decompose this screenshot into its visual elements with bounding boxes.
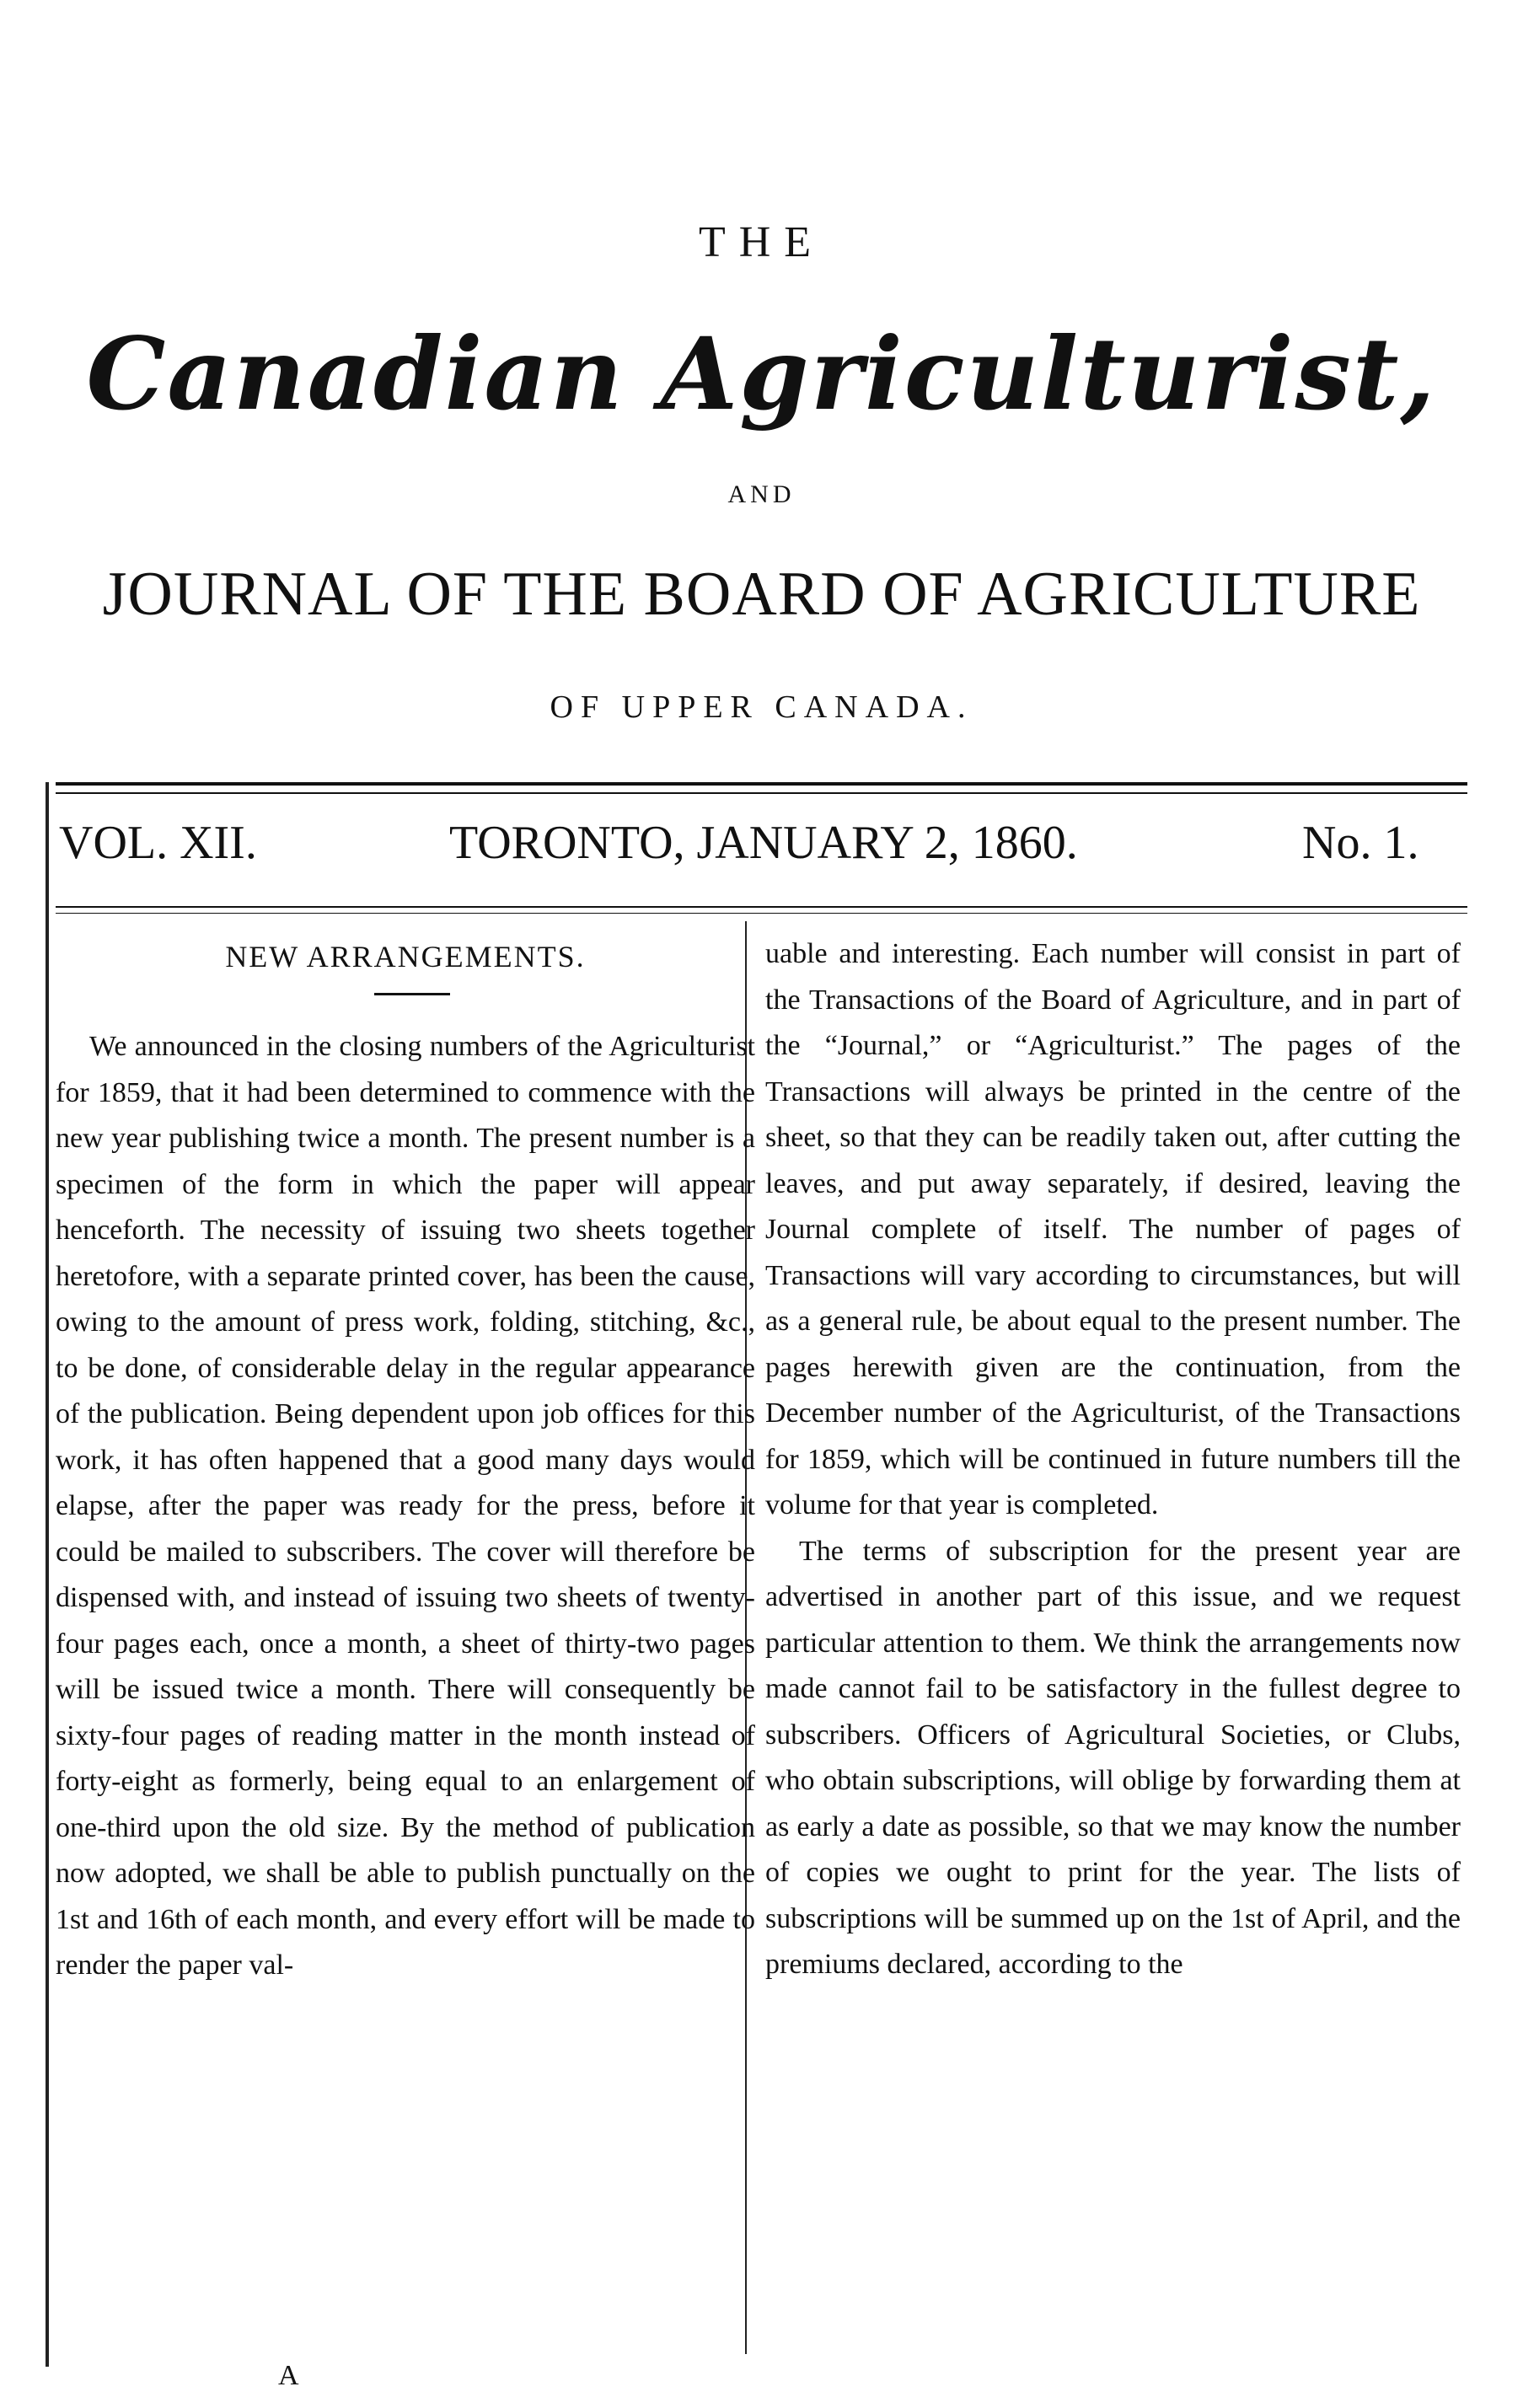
article-paragraph-terms: The terms of subscription for the present year are advertised in another part of this issue, and we request particular attention to them. We think the arrangements now made cannot fail to be satisfactory in the fullest degree to subscribers. Officers of Agricultural Societies, or Clubs, who obtain subscriptions, will oblige by forwarding them at as early a date as possible, so that we may know the number of copies we ought to print for the year. The lists of subscriptions will be summed up on the 1st of April, and the premiums declared, according to the <box>765 1535 1461 1980</box>
volume-label: VOL. XII. <box>59 817 257 869</box>
top-rule-thick <box>56 782 1467 786</box>
printer-signature-mark: A <box>278 2360 299 2391</box>
article-paragraph: We announced in the closing numbers of the Agriculturist for 1859, that it had been determined to commence with the new year publishing twice a month. The present number is a specimen of the form in which the paper will appear henceforth. The necessity of issuing two sheets together heretofore, with a separate printed cover, has been the cause, owing to the amount of press work, folding, stitching, &c., to be done, of considerable delay in the regular appearance of the publication. Being dependent upon job offices for this work, it has often happened that a good many days would elapse, after the paper was ready for the press, before it could be mailed to subscribers. The cover will therefore be dispensed with, and instead of issuing two sheets of twenty-four pages each, once a month, a sheet of thirty-two pages will be issued twice a month. There will consequently be sixty-four pages of reading matter in the month instead of forty-eight as formerly, being equal to an enlargement of one-third upon the old size. By the method of publication now adopted, we shall be able to publish punctually on the 1st and 16th of each month, and every effort will be made to render the paper val- <box>56 1031 755 1981</box>
masthead-and: AND <box>727 480 796 508</box>
place-date: TORONTO, JANUARY 2, 1860. <box>449 817 1078 869</box>
article-column-left <box>56 941 755 1989</box>
article-column-right <box>765 931 1461 1988</box>
issue-number: No. 1. <box>1302 817 1419 869</box>
article-paragraph-continued: uable and interesting. Each number will consist in part of the Transactions of the Board of Agriculture, and in part of the “Journal,” or “Agriculturist.” The pages of the Transactions will always be printed in the centre of the sheet, so that they can be readily taken out, after cutting the leaves, and put away separately, if desired, leaving the Journal complete of itself. The number of pages of Transactions will vary according to circumstances, but will as a general rule, be about equal to the present number. The pages herewith given are the continuation, from the December number of the Agriculturist, of the Transactions for 1859, which will be continued in future numbers till the volume for that year is completed. <box>765 938 1461 1520</box>
masthead-journal-title: JOURNAL OF THE BOARD OF AGRICULTURE <box>102 560 1421 629</box>
masthead-title: Canadian Agriculturist, <box>86 315 1437 432</box>
issue-rule-second <box>56 913 1467 914</box>
masthead-the: THE <box>698 218 825 266</box>
issue-rule <box>56 906 1467 908</box>
left-margin-bar <box>46 782 49 2367</box>
top-rule-thin <box>56 792 1467 794</box>
article-heading: NEW ARRANGEMENTS. <box>225 940 586 973</box>
masthead-region: OF UPPER CANADA. <box>550 689 973 725</box>
